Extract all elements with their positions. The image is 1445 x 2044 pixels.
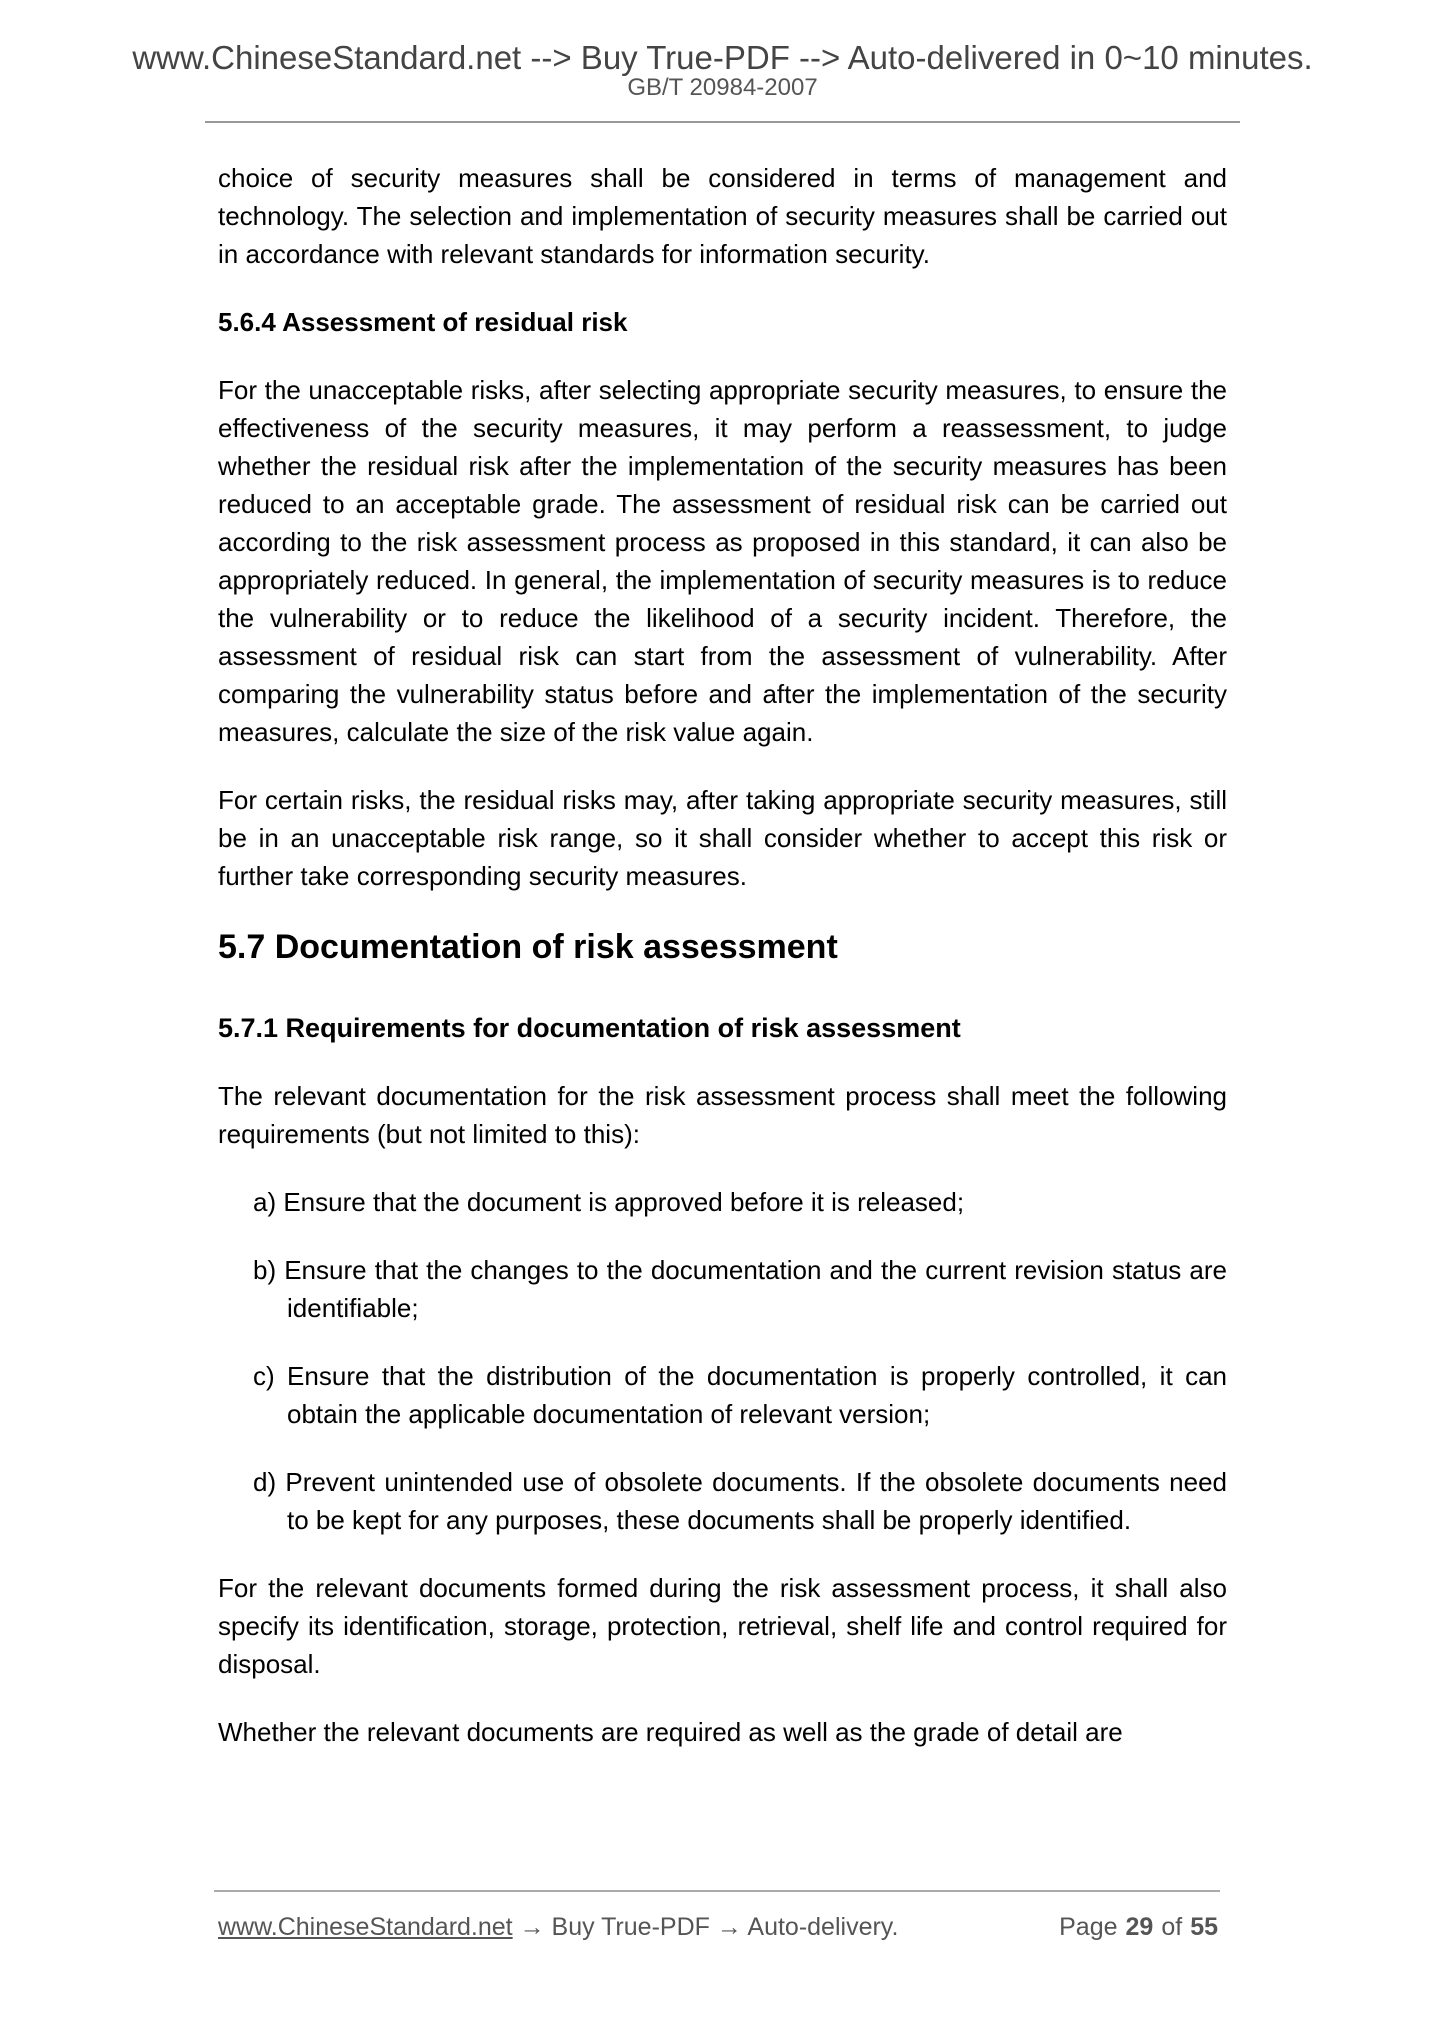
- footer-divider: [214, 1890, 1220, 1892]
- page-footer: [218, 1912, 1218, 1942]
- page-label: Page: [1059, 1913, 1118, 1941]
- heading-5-7: 5.7 Documentation of risk assessment: [218, 928, 838, 966]
- paragraph-intro: choice of security measures shall be considered in terms of management and technology. The selection and implementation of security measures shall be carried out in accordance with relevant standards for information security.: [218, 163, 1227, 269]
- heading-5-7-1: 5.7.1 Requirements for documentation of risk assessment: [218, 1013, 961, 1043]
- paragraph-residual-risk-2: For certain risks, the residual risks may, after taking appropriate security measures, still be in an unacceptable risk range, so it shall consider whether to accept this risk or further take corresponding security measures.: [218, 785, 1227, 891]
- page-indicator: [1059, 1912, 1218, 1942]
- header-divider: [205, 121, 1240, 123]
- document-code: GB/T 20984-2007: [627, 74, 818, 101]
- list-item-b: b) Ensure that the changes to the documentation and the current revision status are identifiable;: [253, 1255, 1227, 1323]
- list-item-a: a) Ensure that the document is approved before it is released;: [253, 1187, 965, 1217]
- paragraph-residual-risk-1: For the unacceptable risks, after selecting appropriate security measures, to ensure the effectiveness of the security measures, it may perform a reassessment, to judge whether the residual risk after the implementation of the security measures has been reduced to an acceptable grade. The assessment of residual risk can be carried out according to the risk assessment process as proposed in this standard, it can also be appropriately reduced. In general, the implementation of security measures is to reduce the vulnerability or to reduce the likelihood of a security incident. Therefore, the assessment of residual risk can start from the assessment of vulnerability. After comparing the vulnerability status before and after the implementation of the security measures, calculate the size of the risk value again.: [218, 375, 1227, 747]
- paragraph-document-control: For the relevant documents formed during the risk assessment process, it shall also specify its identification, storage, protection, retrieval, shelf life and control required for disposal.: [218, 1573, 1227, 1679]
- footer-website-link[interactable]: www.ChineseStandard.net: [218, 1913, 513, 1941]
- page-current: 29: [1125, 1913, 1154, 1941]
- top-banner: www.ChineseStandard.net --> Buy True-PDF --> Auto-delivered in 0~10 minutes.: [132, 39, 1313, 76]
- page-content: [218, 159, 1227, 1781]
- list-item-c: c) Ensure that the distribution of the documentation is properly controlled, it can obtain the applicable documentation of relevant version;: [253, 1361, 1227, 1429]
- paragraph-requirements-intro: The relevant documentation for the risk assessment process shall meet the following requirements (but not limited to this):: [218, 1081, 1227, 1149]
- of-label: of: [1161, 1913, 1183, 1941]
- heading-5-6-4: 5.6.4 Assessment of residual risk: [218, 307, 628, 337]
- list-item-d: d) Prevent unintended use of obsolete documents. If the obsolete documents need to be kept for any purposes, these documents shall be properly identified.: [253, 1467, 1227, 1535]
- footer-tagline: → Buy True-PDF → Auto-delivery.: [512, 1913, 899, 1941]
- paragraph-detail-grade: Whether the relevant documents are required as well as the grade of detail are: [218, 1717, 1123, 1747]
- page-total: 55: [1190, 1913, 1218, 1941]
